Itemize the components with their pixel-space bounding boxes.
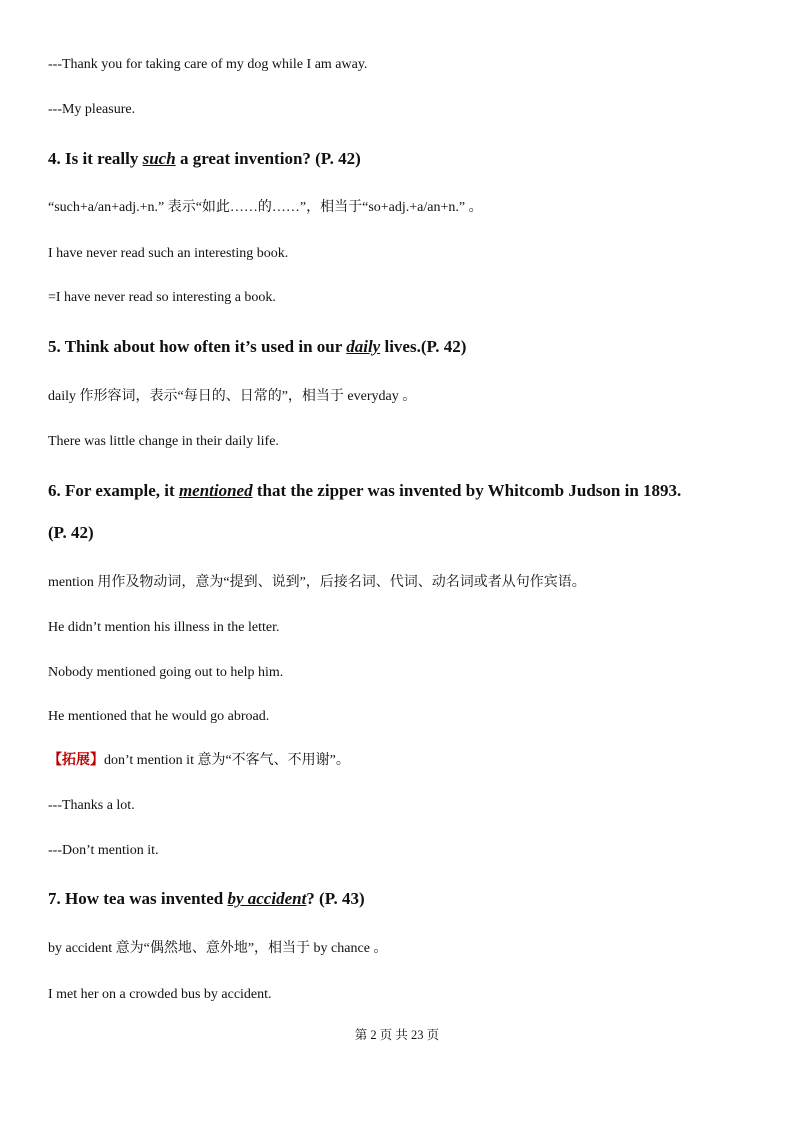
- dialog-line: ---Don’t mention it.: [48, 843, 159, 858]
- heading-text: 6. For example, it: [48, 481, 179, 500]
- heading-keyword: mentioned: [178, 481, 253, 500]
- dialog-line: ---Thank you for taking care of my dog while I am away.: [48, 57, 368, 72]
- explanation: daily 作形容词，表示“每日的、日常的”，相当于 everyday 。: [48, 389, 417, 404]
- extension-text: don’t mention it 意为“不客气、不用谢”。: [104, 753, 350, 768]
- heading-text: that the zipper was invented by Whitcomb Judson in 1893.: [252, 481, 682, 500]
- example-sentence: I have never read such an interesting book.: [48, 246, 289, 261]
- item-7-heading: [48, 888, 365, 910]
- example-sentence: There was little change in their daily life.: [48, 434, 279, 449]
- item-6-heading-continued: (P. 42): [48, 523, 94, 542]
- explanation: mention 用作及物动词，意为“提到、说到”，后接名词、代词、动名词或者从句作宾语。: [48, 575, 586, 590]
- heading-text: ? (P. 43): [306, 889, 365, 908]
- page-number-footer: 第 2 页 共 23 页: [354, 1028, 440, 1042]
- item-4-heading: [48, 148, 361, 170]
- example-sentence: Nobody mentioned going out to help him.: [48, 665, 284, 680]
- explanation: by accident 意为“偶然地、意外地”，相当于 by chance 。: [48, 941, 388, 956]
- heading-text: 7. How tea was invented: [48, 889, 228, 908]
- explanation: “such+a/an+adj.+n.” 表示“如此……的……”，相当于“so+adj.+a/an+n.” 。: [48, 200, 483, 215]
- heading-text: a great invention? (P. 42): [175, 149, 361, 168]
- heading-keyword: such: [142, 149, 176, 168]
- item-6-heading: [48, 480, 681, 502]
- example-sentence: He didn’t mention his illness in the letter.: [48, 620, 280, 635]
- heading-text: 4. Is it really: [48, 149, 143, 168]
- heading-keyword: daily: [346, 337, 381, 356]
- example-sentence: He mentioned that he would go abroad.: [48, 709, 270, 724]
- item-5-heading: [48, 336, 466, 358]
- heading-text: 5. Think about how often it’s used in our: [48, 337, 347, 356]
- heading-keyword: by accident: [227, 889, 307, 908]
- extension-tag: 【拓展】: [48, 753, 104, 768]
- extension-note: [48, 752, 350, 770]
- heading-text: lives.(P. 42): [380, 337, 467, 356]
- example-sentence: =I have never read so interesting a book.: [48, 290, 276, 305]
- dialog-line: ---My pleasure.: [48, 102, 136, 117]
- example-sentence: I met her on a crowded bus by accident.: [48, 987, 272, 1002]
- dialog-line: ---Thanks a lot.: [48, 798, 135, 813]
